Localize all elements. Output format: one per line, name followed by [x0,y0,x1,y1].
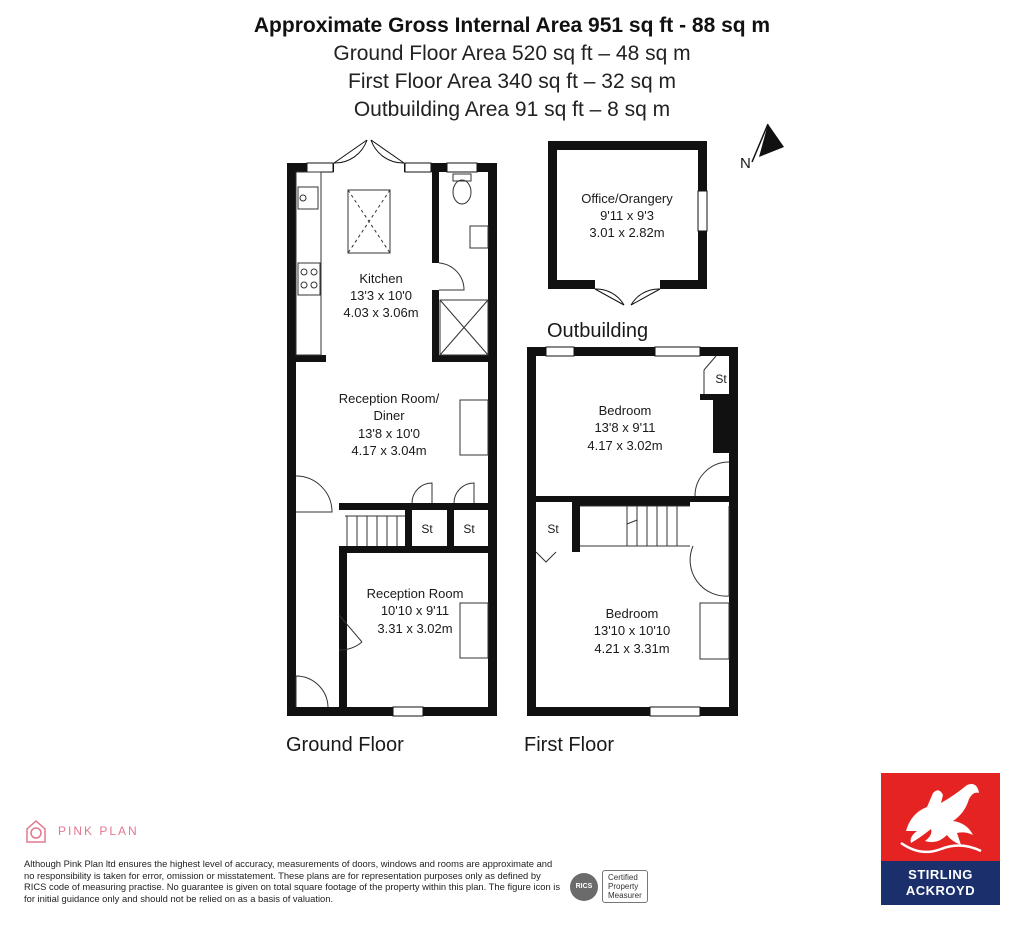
bedroom2-name: Bedroom [605,606,659,621]
diner-name-1: Reception Room/ [338,391,440,406]
diner-imperial: 13'8 x 10'0 [357,426,421,441]
compass-label: N [740,155,751,172]
pink-plan-text: PINK PLAN [58,824,139,838]
bedroom1-name: Bedroom [598,403,652,418]
stirling-ackroyd-wordmark [881,861,1000,905]
room-label-office [581,191,673,240]
rics-line-2: Property [608,882,639,891]
rics-badge-icon: RICS [570,873,598,901]
room-label-kitchen [343,271,418,320]
griffin-icon [881,773,1000,861]
stirling-ackroyd-logo [881,773,1000,905]
office-imperial: 9'11 x 9'3 [600,208,654,223]
ground-floor-label: Ground Floor [286,734,404,756]
disclaimer-text: Although Pink Plan ltd ensures the highest level of accuracy, measurements of doors, windows and rooms are approximate and no responsibility is taken for error, omission or misstatement. These plans are for representation purposes only as defined by RICS code of measuring practise. No guarantee is given on total square footage of the property within this plan. The figure icon is for initial guidance only and should not be relied on as a basis of valuation. [24,858,561,904]
bedroom1-metric: 4.17 x 3.02m [587,438,663,453]
reception-metric: 3.31 x 3.02m [377,621,453,636]
bedroom2-metric: 4.21 x 3.31m [594,641,670,656]
ground-floor-area: Ground Floor Area 520 sq ft – 48 sq m [333,42,691,65]
diner-name-2: Diner [373,408,405,423]
storage-label: St [421,522,433,536]
kitchen-metric: 4.03 x 3.06m [343,305,419,320]
agent-name-line-1: STIRLING [908,867,973,882]
agent-name-line-2: ACKROYD [905,883,976,898]
storage-label: St [715,372,727,386]
rics-certification [570,870,648,903]
page-title: Approximate Gross Internal Area 951 sq ft - 88 sq m [253,14,771,37]
outbuilding-area: Outbuilding Area 91 sq ft – 8 sq m [353,98,671,121]
pink-plan-logo-icon [24,818,48,844]
reception-imperial: 10'10 x 9'11 [380,603,450,618]
rics-certified-box [602,870,648,903]
bedroom2-imperial: 13'10 x 10'10 [593,623,671,638]
first-floor-area: First Floor Area 340 sq ft – 32 sq m [348,70,676,93]
pink-plan-brand [24,818,139,844]
kitchen-imperial: 13'3 x 10'0 [349,288,413,303]
storage-label: St [463,522,475,536]
first-floor-label: First Floor [524,734,614,756]
rics-line-1: Certified [608,873,638,882]
rics-line-3: Measurer [608,891,642,900]
room-label-reception [367,586,464,636]
reception-name: Reception Room [366,586,464,601]
outbuilding-label: Outbuilding [547,320,649,342]
ground-french-doors [334,140,404,173]
room-label-bedroom-1 [587,403,662,453]
room-label-reception-diner [339,391,440,458]
griffin-emblem [881,773,1000,861]
kitchen-name: Kitchen [359,271,403,286]
diner-metric: 4.17 x 3.04m [351,443,427,458]
storage-label: St [547,522,559,536]
north-compass-icon [740,124,784,172]
room-label-bedroom-2 [594,606,671,656]
office-metric: 3.01 x 2.82m [589,225,665,240]
office-name: Office/Orangery [581,191,673,206]
bedroom1-imperial: 13'8 x 9'11 [594,420,656,435]
